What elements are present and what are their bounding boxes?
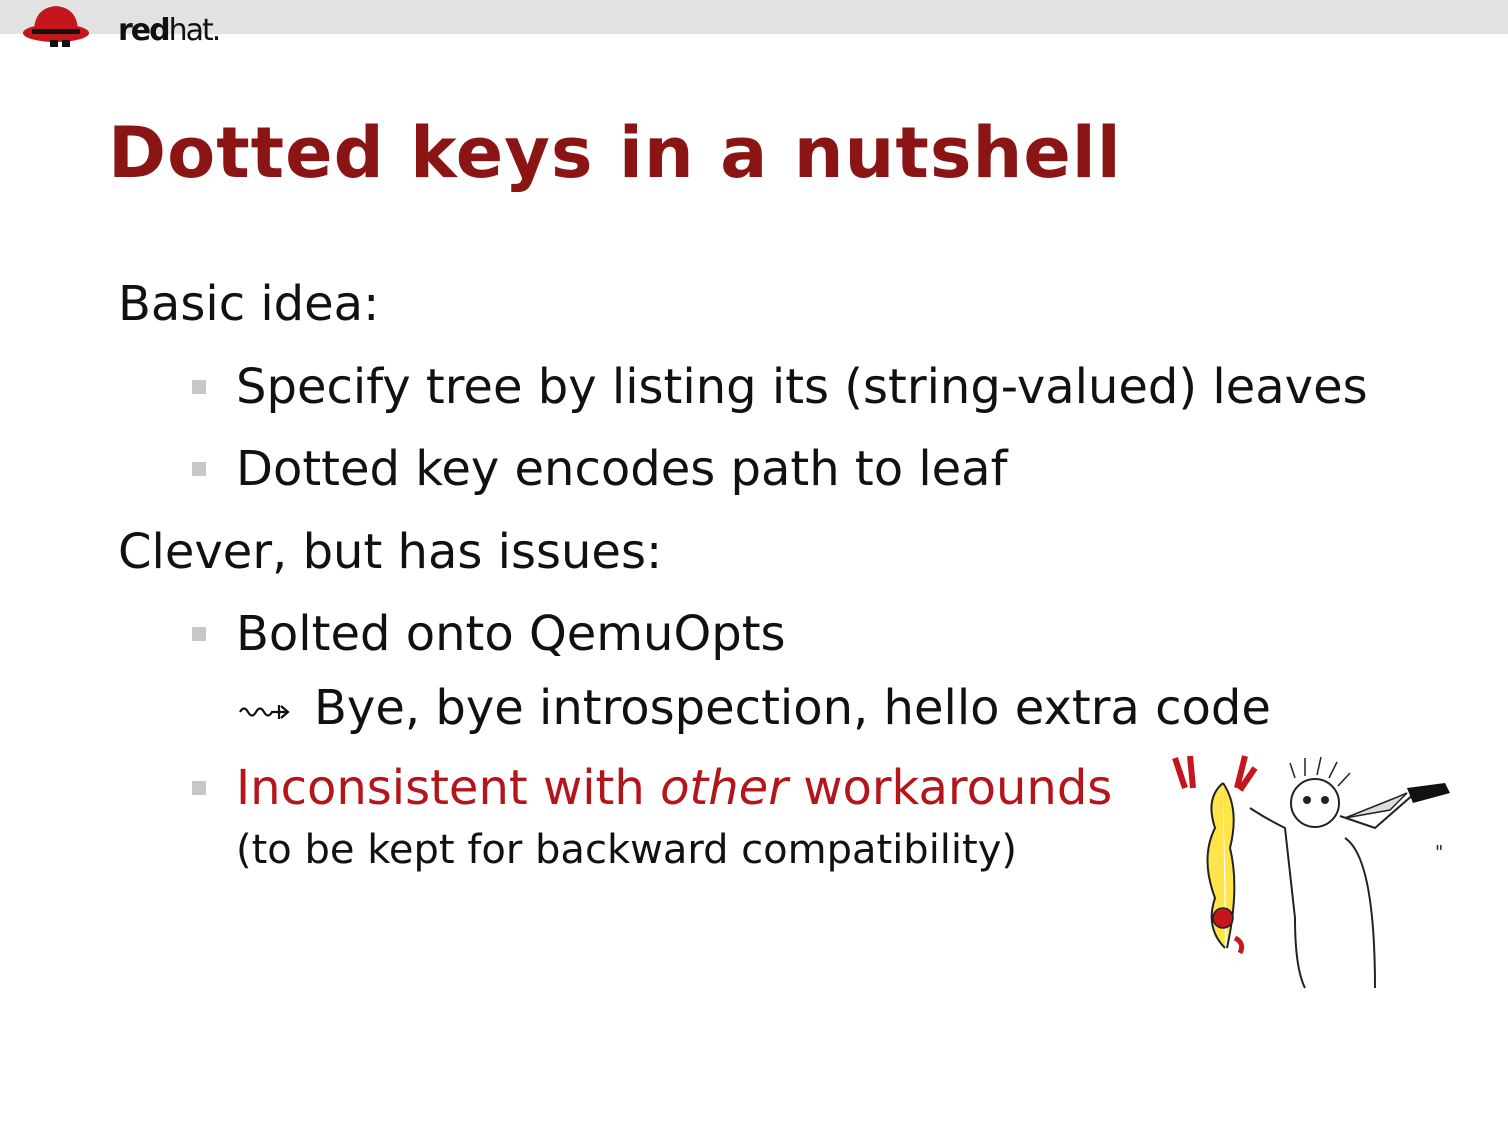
bullet-bolted-onto: Bolted onto QemuOpts xyxy=(236,606,786,662)
bullet-dotted-key: Dotted key encodes path to leaf xyxy=(236,441,1008,497)
section-heading-issues: Clever, but has issues: xyxy=(118,524,663,580)
shadowman-icon xyxy=(22,2,92,50)
logo-wordmark: redhat. xyxy=(118,13,220,48)
bullet-specify-tree: Specify tree by listing its (string-valued) leaves xyxy=(236,359,1368,415)
bullet-backward-compat-note: (to be kept for backward compatibility) xyxy=(236,827,1017,873)
svg-text:": " xyxy=(1435,842,1444,863)
leadsto-arrow-icon xyxy=(238,700,294,722)
bullet-square-icon xyxy=(192,627,206,641)
bullet-inconsistent: Inconsistent with other workarounds xyxy=(236,760,1113,816)
redhat-logo xyxy=(22,2,222,50)
section-heading-basic-idea: Basic idea: xyxy=(118,276,380,332)
slide-title: Dotted keys in a nutshell xyxy=(108,112,1122,194)
bullet-bye-introspection: Bye, bye introspection, hello extra code xyxy=(314,680,1271,736)
top-bar xyxy=(0,0,1508,34)
bullet-square-icon xyxy=(192,380,206,394)
cartoon-rubber-chicken xyxy=(1145,748,1465,993)
bullet-square-icon xyxy=(192,781,206,795)
bullet-square-icon xyxy=(192,462,206,476)
